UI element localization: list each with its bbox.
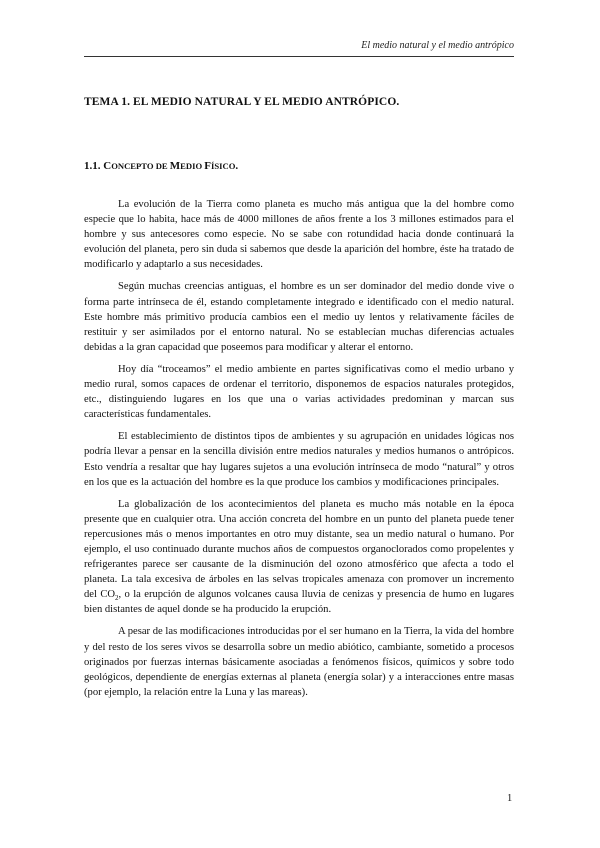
running-header-title: El medio natural y el medio antrópico [361, 40, 514, 51]
chapter-title: TEMA 1. EL MEDIO NATURAL Y EL MEDIO ANTRÓPICO. [84, 96, 400, 108]
paragraph: Según muchas creencias antiguas, el hombre es un ser dominador del medio donde vive o forma parte intrínseca de él, estando completamente integrado e identificado con el medio natural. Este hombre más primitivo producía cambios een el medio uy lentos y relativamente fáciles de restituir y ser asimilados por el entorno natural. No se establecían muchas diferencias actuales debidas a la gran capacidad que poseemos para modificar y alterar el entorno. [84, 281, 514, 353]
header-divider [84, 56, 514, 57]
co2-subscript: 2 [115, 594, 119, 603]
paragraph: Hoy día “troceamos” el medio ambiente en partes significativas como el medio urbano y medio rural, somos capaces de ordenar el territorio, disponemos de espacios naturales protegidos, etc., distinguiendo lugares en los que una o varias actividades predominan y marcan sus características fundamentales. [84, 363, 514, 421]
page-number: 1 [507, 793, 513, 804]
paragraph: El establecimiento de distintos tipos de ambientes y su agrupación en unidades lógicas nos podría llevar a pensar en la sencilla división entre medios naturales y medios humanos o antrópicos. Esto vendría a resaltar que hay lugares sujetos a una evolución intrínseca de modo “natural” y otros en los que es la actuación del hombre es la que produce los cambios y modificaciones principales. [84, 431, 514, 488]
paragraph: La evolución de la Tierra como planeta es mucho más antigua que la del hombre como especie que lo habita, hace más de 4000 millones de años frente a los 3 millones estimados para el hombre y sus antecesores como especie. No se sabe con rotundidad hacia donde continuará la evolución del planeta, pero sin duda si sabemos que desde la aparición del hombre, éste ha tratado de modificarlo y adaptarlo a sus necesidades. [84, 199, 514, 271]
section-number: 1.1. [84, 160, 101, 172]
paragraph: La globalización de los acontecimientos del planeta es mucho más notable en la época presente que en cualquier otra. Una acción concreta del hombre en un punto del planeta puede tener repercusiones más o menos importantes en otro muy distante, sea un medio natural o humano. Por ejemplo, el uso continuado durante muchos años de compuestos organoclorados como propelentes y refrigerantes parece ser causante de la disminución del ozono atmosférico que afecta a todo el planeta. La tala excesiva de árboles en las selvas tropicales amenaza con promover un incremento del $CO_2$, o la erupción de algunos volcanes causa lluvia de cenizas y presencia de humo en lugares bien distantes de aquel donde se ha producido la erupción. [84, 498, 514, 616]
paragraph: A pesar de las modificaciones introducidas por el ser humano en la Tierra, la vida del hombre y del resto de los seres vivos se desarrolla sobre un medio abiótico, cambiante, sometido a procesos originados por fuerzas internas básicamente asociadas a fenómenos físicos, químicos y sobre todo geológicos, dependiente de energías externas al planeta (energía solar) y a interacciones entre masas (por ejemplo, la relación entre la Luna y las mareas). [84, 626, 514, 698]
body-text [84, 197, 514, 707]
section-title: 1.1. CONCEPTO DE MEDIO FÍSICO. [84, 160, 239, 172]
